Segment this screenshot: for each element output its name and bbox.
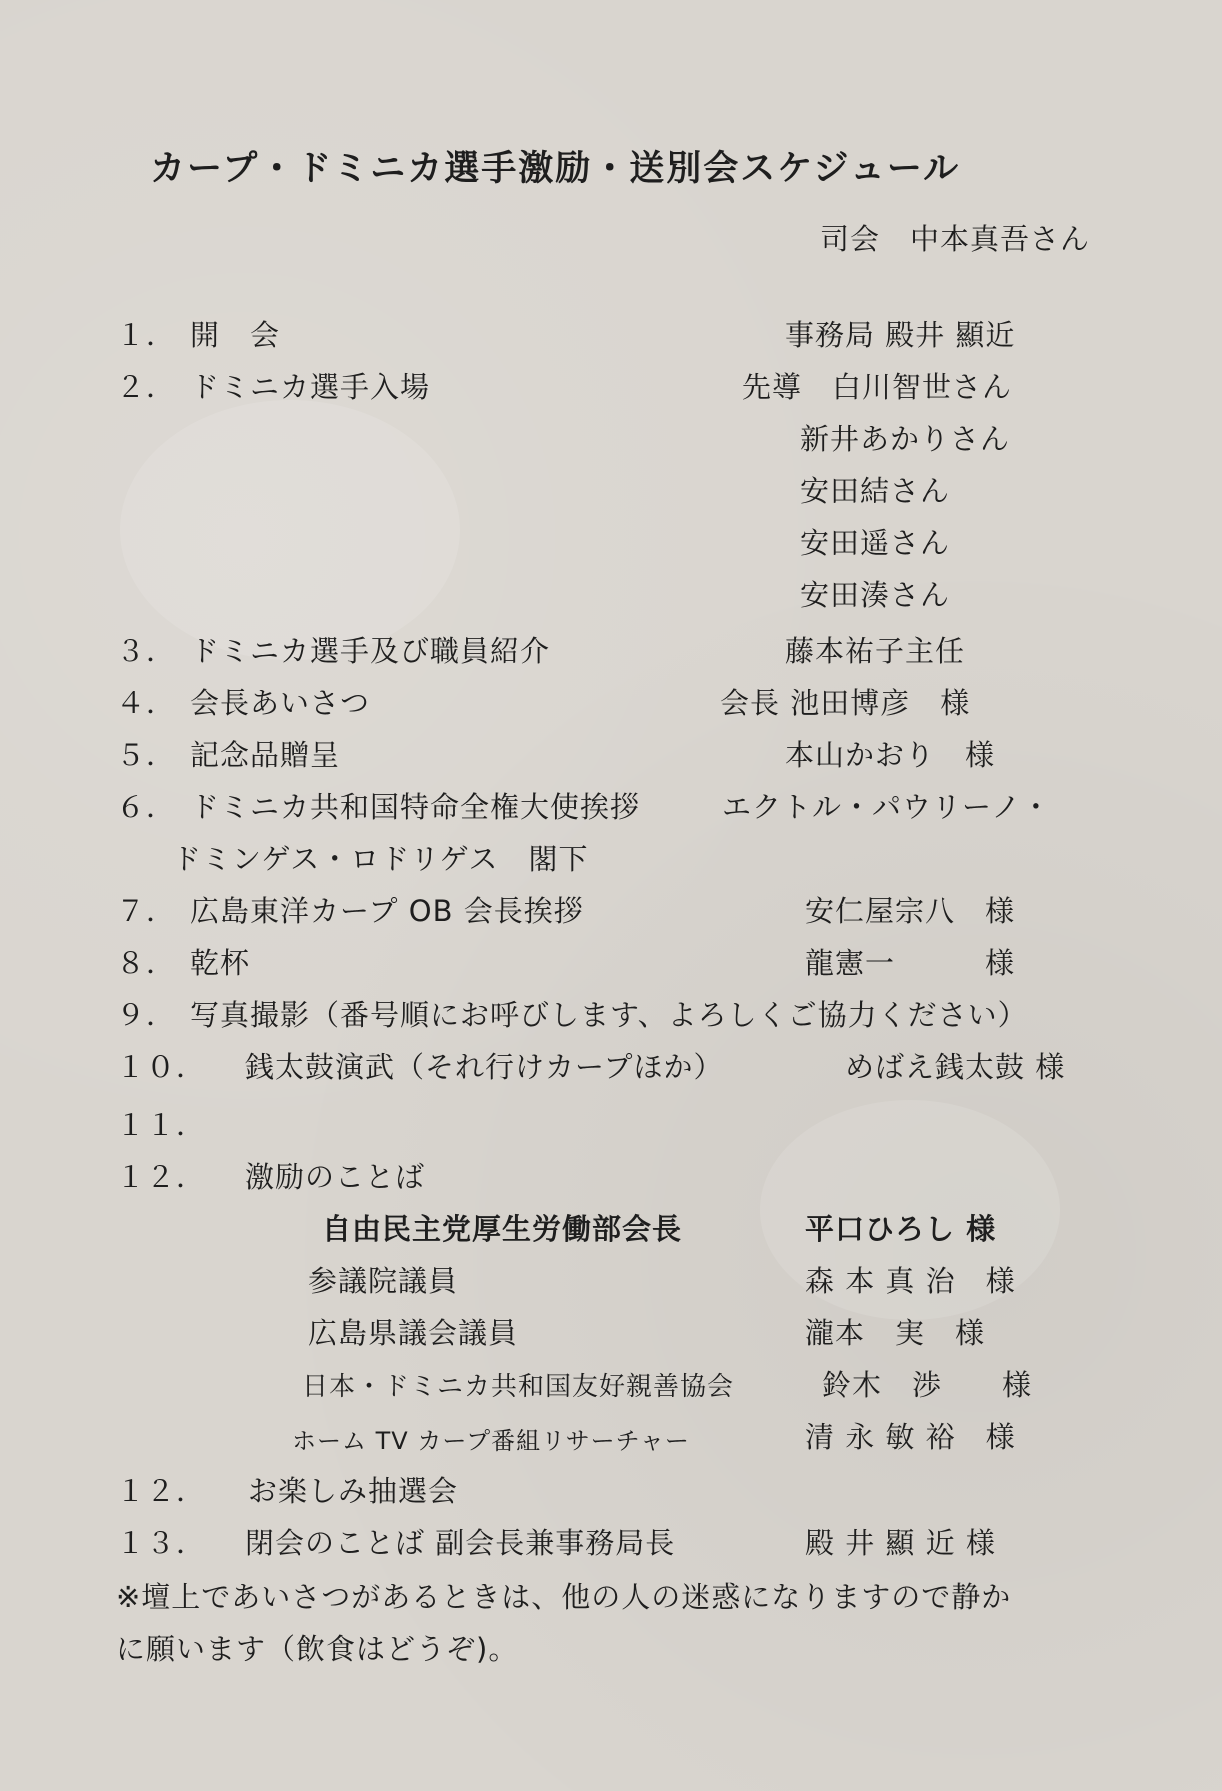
- mc-name: 司会 中本真吾さん: [820, 222, 1091, 256]
- speaker-title: 自由民主党厚生労働部会長: [322, 1212, 683, 1246]
- item-label: お楽しみ抽選会: [248, 1474, 459, 1508]
- speaker-title: 広島県議会議員: [308, 1316, 519, 1350]
- item-number: ３．: [116, 634, 177, 668]
- item-number: ８．: [116, 946, 177, 980]
- item-person: 安仁屋宗八 様: [805, 894, 1016, 928]
- item-label: ドミニカ選手入場: [190, 370, 431, 404]
- item-label: 写真撮影（番号順にお呼びします、よろしくご協力ください）: [190, 998, 1028, 1032]
- escort-name: 安田遥さん: [800, 526, 951, 560]
- escort-name: 安田湊さん: [800, 578, 951, 612]
- speaker-name: 森 本 真 治 様: [805, 1264, 1016, 1298]
- item-label: ドミニカ共和国特命全権大使挨拶: [190, 790, 641, 824]
- speaker-title: 参議院議員: [308, 1264, 459, 1298]
- note-text: ※壇上であいさつがあるときは、他の人の迷惑になりますので静か: [116, 1580, 1012, 1614]
- paper-texture: [120, 400, 460, 660]
- speaker-title: ホーム TV カープ番組リサーチャー: [292, 1427, 690, 1455]
- item-person: めばえ銭太鼓 様: [845, 1050, 1066, 1084]
- item-number: １２．: [116, 1474, 207, 1508]
- item-label: 銭太鼓演武（それ行けカープほか）: [245, 1050, 724, 1084]
- item-label: 閉会のことば 副会長兼事務局長: [245, 1526, 676, 1560]
- item-number: １２．: [116, 1160, 207, 1194]
- item-person: 殿 井 顯 近 様: [805, 1526, 996, 1560]
- item-label: 開 会: [190, 318, 281, 352]
- item-label-continued: ドミンゲス・ロドリゲス 閣下: [172, 842, 589, 876]
- item-number: ９．: [116, 998, 177, 1032]
- item-number: ２．: [116, 370, 177, 404]
- item-person: 龍憲一 様: [805, 946, 1016, 980]
- item-person: 事務局 殿井 顯近: [785, 318, 1016, 352]
- item-number: ４．: [116, 686, 177, 720]
- item-person: 先導 白川智世さん: [742, 370, 1013, 404]
- item-label: 激励のことば: [245, 1160, 426, 1194]
- item-person: 会長 池田博彦 様: [720, 686, 971, 720]
- item-number: １０．: [116, 1050, 207, 1084]
- item-label: 広島東洋カープ OB 会長挨拶: [190, 894, 584, 928]
- speaker-name: 清 永 敏 裕 様: [805, 1420, 1016, 1454]
- item-person: 本山かおり 様: [785, 738, 996, 772]
- item-label: 乾杯: [190, 946, 251, 980]
- note-text: に願います（飲食はどうぞ)。: [116, 1632, 519, 1666]
- item-number: １．: [116, 318, 177, 352]
- item-person: エクトル・パウリーノ・: [722, 790, 1052, 824]
- escort-name: 新井あかりさん: [800, 422, 1011, 456]
- document-title: カープ・ドミニカ選手激励・送別会スケジュール: [150, 149, 961, 189]
- item-label: 会長あいさつ: [190, 686, 371, 720]
- speaker-name: 平口ひろし 様: [805, 1212, 997, 1246]
- item-number: １１．: [116, 1108, 207, 1142]
- item-person: 藤本祐子主任: [785, 634, 966, 668]
- speaker-name: 瀧本 実 様: [805, 1316, 986, 1350]
- item-number: １３．: [116, 1526, 207, 1560]
- item-label: 記念品贈呈: [190, 738, 341, 772]
- speaker-name: 鈴木 渉 様: [822, 1368, 1033, 1402]
- item-number: ７．: [116, 894, 177, 928]
- speaker-title: 日本・ドミニカ共和国友好親善協会: [302, 1372, 735, 1402]
- escort-name: 安田結さん: [800, 474, 951, 508]
- item-number: ５．: [116, 738, 177, 772]
- item-label: ドミニカ選手及び職員紹介: [190, 634, 551, 668]
- item-number: ６．: [116, 790, 177, 824]
